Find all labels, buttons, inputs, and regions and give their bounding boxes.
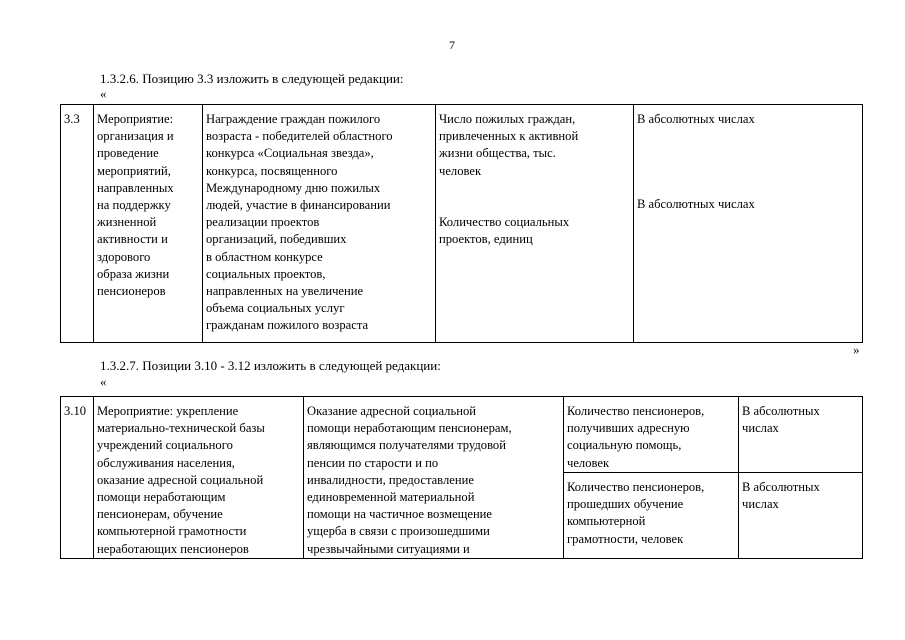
cell-number: 3.3 <box>61 105 94 343</box>
cell-indicator-1: Количество пенсионеров, получивших адресную социальную помощь, человек <box>564 397 739 473</box>
section2-heading: 1.3.2.7. Позиции 3.10 - 3.12 изложить в следующей редакции: <box>100 358 441 373</box>
table-row <box>61 105 863 343</box>
cell-description: Оказание адресной социальной помощи неработающим пенсионерам, являющимся получателями трудовой пенсии по старости и по инвалидности, предоставление единовременной материальной помощи на частичное возмещение ущерба в связи с произошедшими чрезвычайными ситуациями и <box>304 397 564 559</box>
section1-close-quote: » <box>853 342 860 357</box>
table-row <box>61 397 863 473</box>
cell-units: В абсолютных числах В абсолютных числах <box>634 105 863 343</box>
cell-indicator-2: Количество пенсионеров, прошедших обучение компьютерной грамотности, человек <box>564 473 739 559</box>
cell-unit-2: В абсолютных числах <box>739 473 863 559</box>
cell-event: Мероприятие: укрепление материально-технической базы учреждений социального обслуживания населения, оказание адресной социальной помощи неработающим пенсионерам, обучение компьютерной грамотности неработающих пенсионеров <box>94 397 304 559</box>
cell-indicators: Число пожилых граждан, привлеченных к активной жизни общества, тыс. человек Количество социальных проектов, единиц <box>436 105 634 343</box>
page-number: 7 <box>449 38 455 52</box>
cell-description: Награждение граждан пожилого возраста - победителей областного конкурса «Социальная звезда», конкурса, посвященного Международному дню пожилых людей, участие в финансировании реализации проектов организаций, победивших в областном конкурсе социальных проектов, направленных на увеличение объема социальных услуг гражданам пожилого возраста <box>203 105 436 343</box>
cell-event: Мероприятие: организация и проведение мероприятий, направленных на поддержку жизненной активности и здорового образа жизни пенсионеров <box>94 105 203 343</box>
cell-number: 3.10 <box>61 397 94 559</box>
table-position-3-10 <box>60 396 863 559</box>
cell-unit-1: В абсолютных числах <box>739 397 863 473</box>
section1-open-quote: « <box>100 86 107 101</box>
section1-heading: 1.3.2.6. Позицию 3.3 изложить в следующей редакции: <box>100 71 404 86</box>
section2-open-quote: « <box>100 374 107 389</box>
table-position-3-3 <box>60 104 863 343</box>
